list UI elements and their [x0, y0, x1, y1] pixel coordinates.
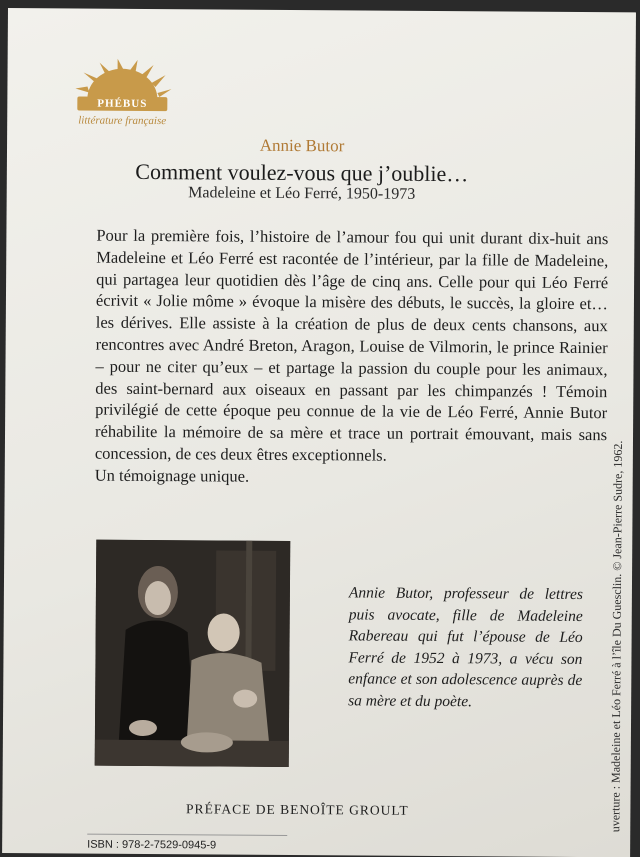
blurb-closing: Un témoignage unique. — [94, 465, 250, 486]
book-subtitle: Madeleine et Léo Ferré, 1950-1973 — [188, 184, 416, 203]
author-bio: Annie Butor, professeur de lettres puis avocate, fille de Madeleine Rabereau qui fut l’épouse de Léo Ferré de 1952 à 1973, a vécu son enfance et son adolescence auprès de sa mère et du poète. — [348, 584, 583, 710]
book-title: Comment voulez-vous que j’oublie… — [135, 158, 469, 187]
preface-credit: PRÉFACE DE BENOÎTE GROULT — [186, 801, 409, 818]
author-photo — [95, 540, 291, 767]
isbn-label: ISBN : 978-2-7529-0945-9 — [87, 834, 287, 852]
blurb-paragraph: Pour la première fois, l’histoire de l’amour fou qui unit durant dix-huit ans Madeleine et Léo Ferré est racontée de l’intérieur, par la fille de Madeleine, qui partagea leur quotidien dès l’âge de cinq ans. Celle pour qui Léo Ferré écrivit « Jolie môme » évoque la misère des débuts, le succès, la gloire et… les dérives. Elle assiste à la création de plus de deux cents chansons, aux rencontres avec André Breton, Aragon, Louise de Vilmorin, le prince Rainier – pour ne citer qu’eux – et partage la passion du couple pour les animaux, des saint-bernard aux oiseaux en passant par les chimpanzés ! Témoin privilégié de cette époque peu connue de la vie de Léo Ferré, Annie Butor réhabilite la mémoire de sa mère et trace un portrait émouvant, mais sans concession, de ces deux êtres exceptionnels. — [94, 225, 609, 465]
publisher-logo — [67, 58, 178, 139]
blurb — [95, 225, 609, 490]
publisher-collection: littérature française — [78, 114, 167, 128]
publisher-name: PHÉBUS — [77, 96, 167, 111]
back-cover — [2, 8, 636, 857]
couple-photo — [95, 540, 291, 767]
cover-photo-credit: uverture : Madeleine et Léo Ferré à l’île Du Guesclin. © Jean-Pierre Sudre, 1962. — [608, 440, 625, 833]
book-author: Annie Butor — [259, 135, 345, 156]
